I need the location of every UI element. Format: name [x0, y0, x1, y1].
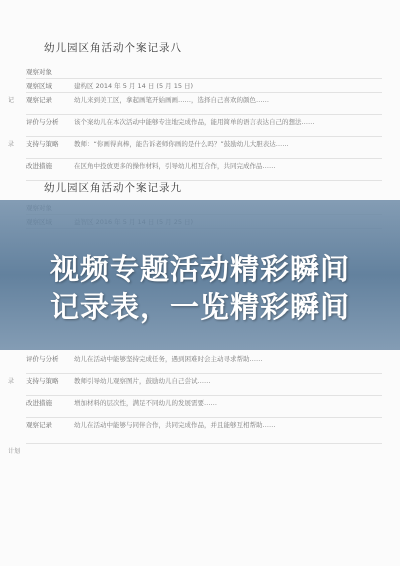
banner-title-line-2: 记录表，一览精彩瞬间	[49, 290, 350, 324]
table-row: 改进措施 在区角中投放更多的操作材料，引导幼儿相互合作，共同完成作品……	[26, 159, 382, 181]
banner-title	[0, 250, 400, 326]
table-row: 录 支持与策略 教师引导幼儿观察图片，鼓励幼儿自己尝试……	[26, 374, 382, 396]
table-row: 观察对象	[26, 65, 382, 79]
record-sheet-8	[0, 40, 400, 181]
table-row: 记 观察记录 幼儿来到美工区，拿起画笔开始画画……，选择自己喜欢的颜色……	[26, 93, 382, 115]
table-row: 观察记录 幼儿在活动中能够与同伴合作，共同完成作品，并且能够互相帮助……	[26, 418, 382, 444]
banner-title-line-1: 视频专题活动精彩瞬间	[49, 252, 350, 286]
sheet-title: 幼儿园区角活动个案记录九	[44, 182, 182, 194]
table-row: 改进措施 增加材料的层次性，满足不同幼儿的发展需要……	[26, 396, 382, 418]
table-row: 评价与分析 幼儿在活动中能够坚持完成任务，遇到困难时会主动寻求帮助……	[26, 352, 382, 374]
table-row: 观察区域 建构区 2014 年 5 月 14 日 (5 月 15 日)	[26, 79, 382, 93]
record-sheet-9-continued	[0, 352, 400, 474]
table-row: 计划	[8, 448, 21, 455]
table-row: 评价与分析 该个案幼儿在本次活动中能够专注地完成作品，能用简单的语言表达自己的想法……	[26, 115, 382, 137]
table-row: 录 支持与策略 教师：“你画得真棒，能告诉老师你画的是什么吗？”鼓励幼儿大胆表达……	[26, 137, 382, 159]
sheet-title: 幼儿园区角活动个案记录八	[44, 42, 182, 54]
